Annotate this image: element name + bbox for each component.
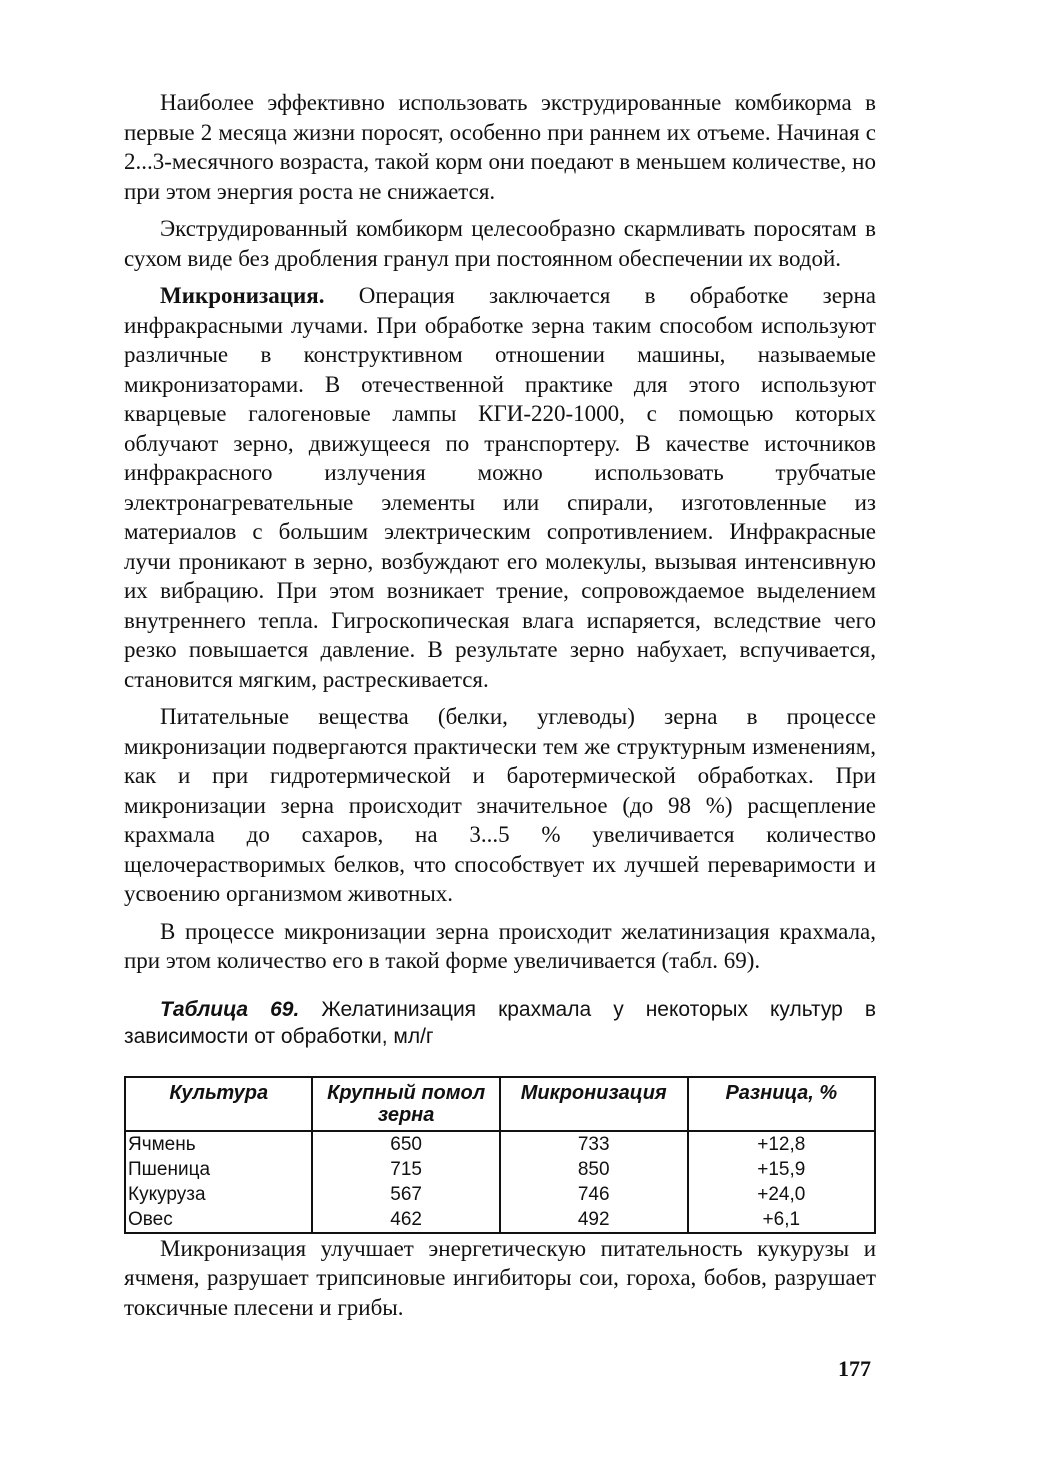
cell-coarse-grind: 462 — [312, 1207, 499, 1233]
paragraph-nutrients: Питательные вещества (белки, углеводы) зерна в процессе микронизации подвергаются практически тем же структурным изменениям, как и при гидротермической и баротермической обработках. При микронизации зерна происходит значительное (до 98 %) расщепление крахмала до сахаров, на 3...5 % увеличивается количество щелочерастворимых белков, что способствует их лучшей переваримости и усвоению организмом животных. — [124, 704, 876, 906]
table-row — [125, 1182, 875, 1207]
cell-crop: Ячмень — [125, 1131, 312, 1157]
paragraph-micronization — [124, 281, 876, 694]
gelatinization-table — [124, 1076, 876, 1234]
cell-difference: +6,1 — [688, 1207, 875, 1233]
cell-coarse-grind: 650 — [312, 1131, 499, 1157]
cell-micronization: 492 — [500, 1207, 688, 1233]
cell-micronization: 850 — [500, 1157, 688, 1182]
column-header-micronization: Микронизация — [500, 1077, 688, 1131]
micronization-run-in-heading: Микронизация. — [160, 283, 325, 308]
page-content — [124, 88, 876, 1322]
table-caption-label: Таблица 69. — [160, 997, 300, 1021]
cell-difference: +24,0 — [688, 1182, 875, 1207]
table-row — [125, 1131, 875, 1157]
cell-crop: Кукуруза — [125, 1182, 312, 1207]
paragraph-gelatinization: В процессе микронизации зерна происходит желатинизация крахмала, при этом количество его в такой форме увеличивается (табл. 69). — [124, 918, 876, 973]
column-header-difference: Разница, % — [688, 1077, 875, 1131]
paragraph-dry-feeding: Экструдированный комбикорм целесообразно скармливать поросятам в сухом виде без дробления гранул при постоянном обеспечении их водой. — [124, 216, 876, 271]
paragraph-closing: Микронизация улучшает энергетическую питательность кукурузы и ячменя, разрушает трипсиновые ингибиторы сои, гороха, бобов, разрушает токсичные плесени и грибы. — [124, 1235, 876, 1320]
table-header-row — [125, 1077, 875, 1131]
column-header-coarse-grind: Крупный помол зерна — [312, 1077, 499, 1131]
cell-crop: Овес — [125, 1207, 312, 1233]
cell-difference: +15,9 — [688, 1157, 875, 1182]
column-header-crop: Культура — [125, 1077, 312, 1131]
table-row — [125, 1157, 875, 1182]
cell-crop: Пшеница — [125, 1157, 312, 1182]
cell-micronization: 733 — [500, 1131, 688, 1157]
cell-coarse-grind: 567 — [312, 1182, 499, 1207]
table-caption-text: Желатинизация крахмала у некоторых культур в зависимости от обработки, мл/г — [124, 997, 876, 1048]
paragraph-extruded-feed: Наиболее эффективно использовать экструдированные комбикорма в первые 2 месяца жизни поросят, особенно при раннем их отъеме. Начиная с 2...3-месячного возраста, такой корм они поедают в меньшем количестве, но при этом энергия роста не снижается. — [124, 90, 876, 204]
micronization-text: Операция заключается в обработке зерна инфракрасными лучами. При обработке зерна таким способом используют различные в конструктивном отношении машины, называемые микронизаторами. В отечественной практике для этого используют кварцевые галогеновые лампы КГИ-220-1000, с помощью которых облучают зерно, движущееся по транспортеру. В качестве источников инфракрасного излучения можно использовать трубчатые электронагревательные элементы или спирали, изготовленные из материалов с большим электрическим сопротивлением. Инфракрасные лучи проникают в зерно, возбуждают его молекулы, вызывая интенсивную их вибрацию. При этом возникает трение, сопровождаемое выделением внутреннего тепла. Гигроскопическая влага испаряется, вследствие чего резко повышается давление. В результате зерно набухает, вспучивается, становится мягким, растрескивается. — [124, 283, 876, 692]
cell-coarse-grind: 715 — [312, 1157, 499, 1182]
table-caption — [124, 996, 876, 1050]
table-row — [125, 1207, 875, 1233]
cell-difference: +12,8 — [688, 1131, 875, 1157]
page-number: 177 — [838, 1356, 871, 1381]
cell-micronization: 746 — [500, 1182, 688, 1207]
